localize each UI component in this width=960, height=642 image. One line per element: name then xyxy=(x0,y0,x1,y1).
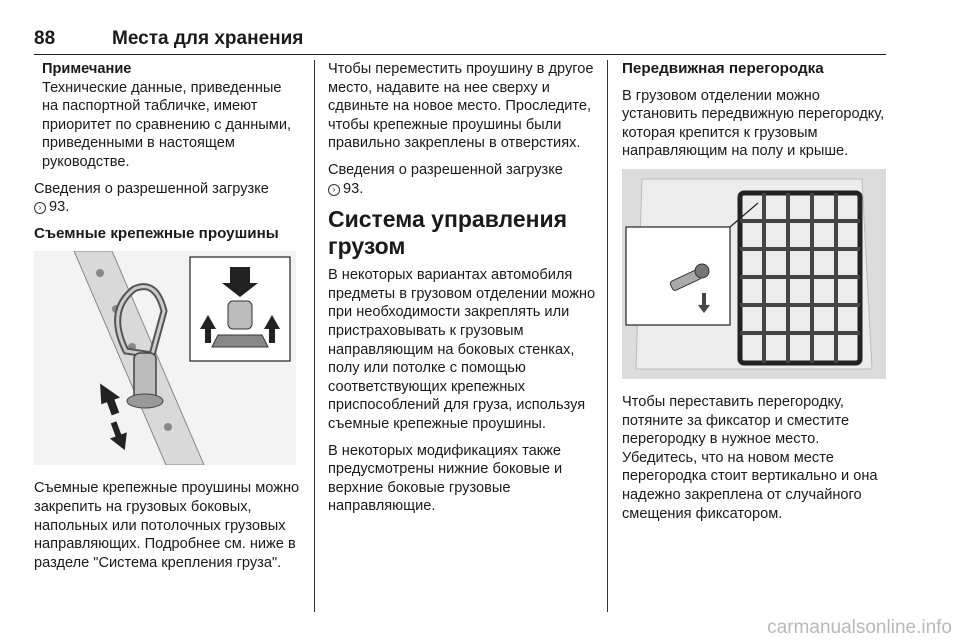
page-number: 88 xyxy=(34,28,56,49)
column-divider xyxy=(314,60,315,612)
cargo-rails-paragraph: В некоторых модификациях также предусмотрены нижние боковые и верхние боковые грузовые направляющие. xyxy=(328,442,563,515)
column-middle xyxy=(328,60,596,524)
partition-illustration xyxy=(622,169,886,379)
section-heading-eyelets: Съемные крепежные проушины xyxy=(34,224,279,242)
chapter-title: Места для хранения xyxy=(112,28,304,49)
eyelets-body: Съемные крепежные проушины можно закрепить на грузовых боковых, напольных или потолочных грузовых направляющих. Подробнее см. ниже в разделе "Система крепления груза". xyxy=(34,480,300,571)
eyelet-illustration xyxy=(34,251,296,465)
page-header xyxy=(34,26,886,55)
info-text: Сведения о разрешенной загрузке xyxy=(328,161,563,178)
info-ref[interactable]: 93. xyxy=(49,199,70,216)
column-right xyxy=(622,60,892,531)
info-paragraph xyxy=(328,161,596,198)
watermark: carmanualsonline.info xyxy=(767,617,952,638)
page-ref-icon: › xyxy=(328,184,340,196)
cargo-system-paragraph: В некоторых вариантах автомобиля предметы в грузовом отделении можно при необходимости закреплять или пристраховывать к грузовым направляющим на боковых стенках, полу или потолке с помощью соответствующих крепежных приспособлений для груза, используя съемные крепежные проушины. xyxy=(328,267,596,432)
note-text: Технические данные, приведенные на паспортной табличке, имеют приоритет по сравнению с данными, приведенными в настоящем руководстве. xyxy=(42,79,292,170)
info-text: Сведения о разрешенной загрузке xyxy=(34,180,269,197)
partition-intro: В грузовом отделении можно установить передвижную перегородку, которая крепится к грузовым направляющим на полу и крыше. xyxy=(622,87,885,160)
column-divider xyxy=(607,60,608,612)
note-title: Примечание xyxy=(42,61,132,77)
column-left xyxy=(34,60,300,580)
info-paragraph xyxy=(34,180,300,217)
info-ref[interactable]: 93. xyxy=(343,180,364,197)
note-block xyxy=(34,60,300,172)
press-detail-inset xyxy=(190,257,290,361)
section-heading-cargo-system: Система управления грузом xyxy=(328,206,568,260)
page-ref-icon: › xyxy=(34,202,46,214)
move-eyelet-paragraph: Чтобы переместить проушину в другое место, надавите на нее сверху и сдвиньте на новое место. Проследите, чтобы крепежные проушины были правильно закреплены в отверстиях. xyxy=(328,61,594,152)
partition-instructions: Чтобы переставить перегородку, потяните за фиксатор и сместите перегородку в нужное место. Убедитесь, что на новом месте перегородка стоит вертикально и она надежно закреплена от случайного смещения фиксатором. xyxy=(622,393,878,522)
section-heading-partition: Передвижная перегородка xyxy=(622,60,824,77)
